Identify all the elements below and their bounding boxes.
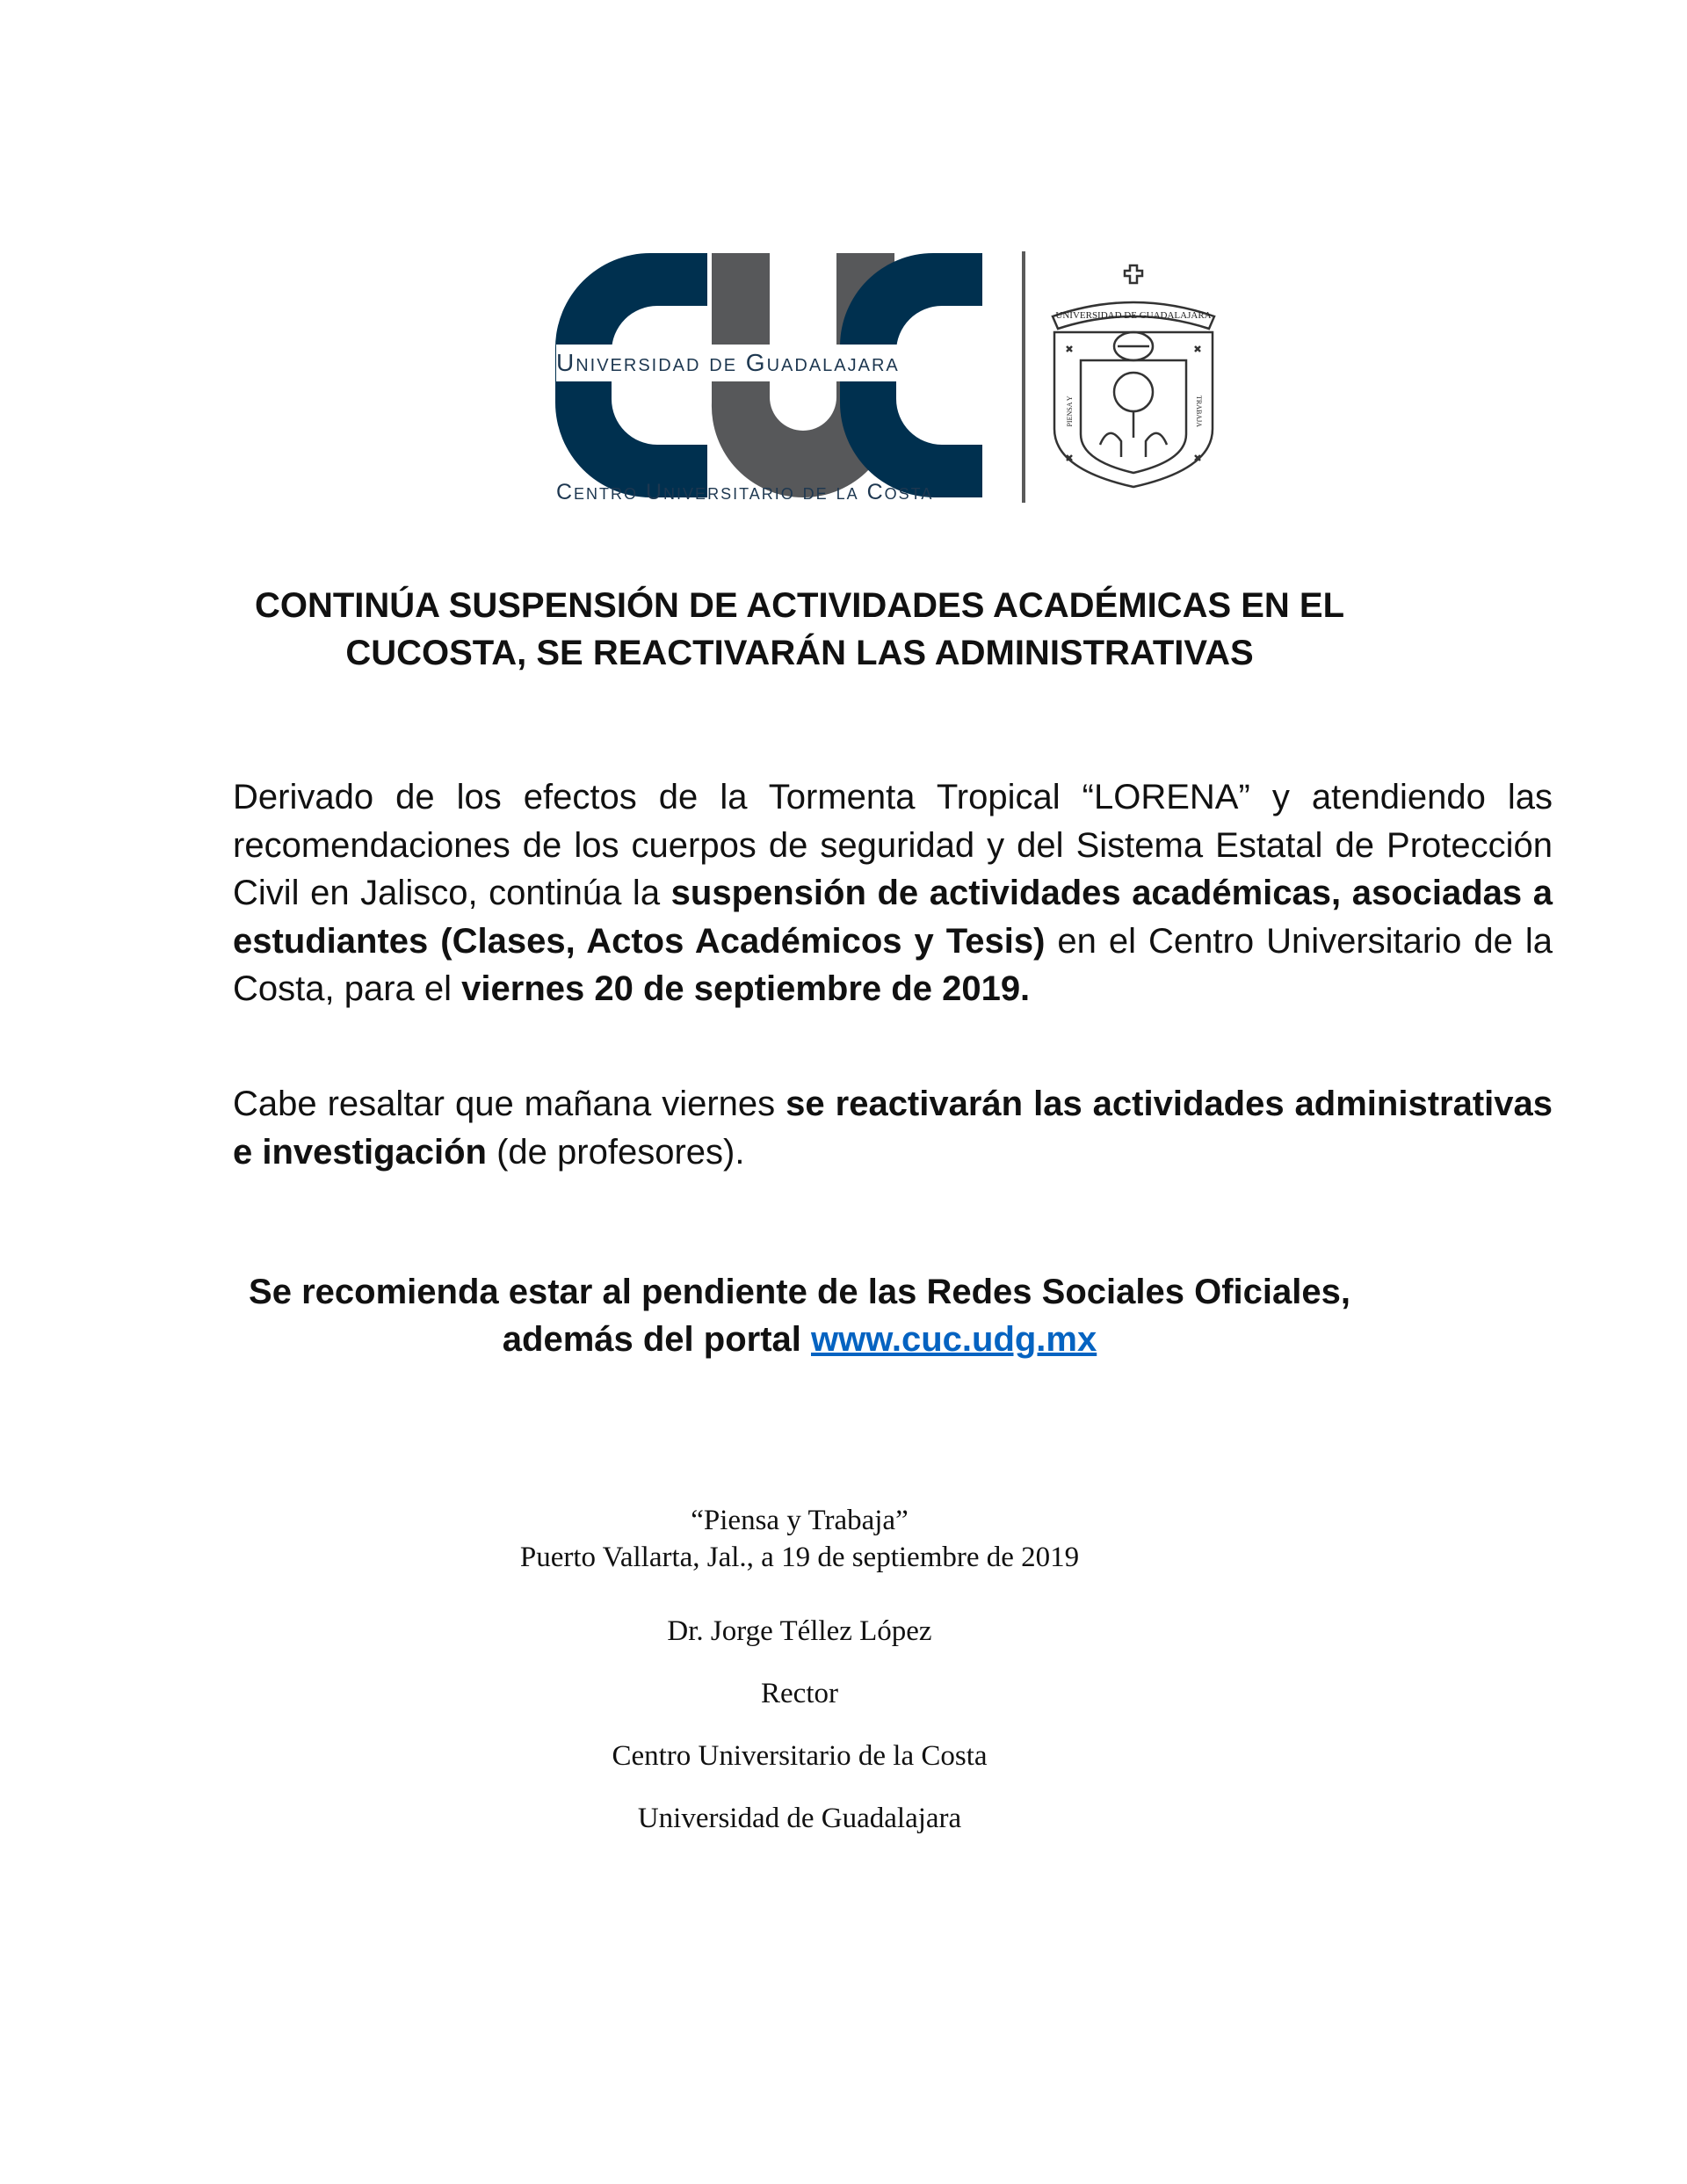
svg-text:PIENSA Y: PIENSA Y	[1066, 395, 1074, 427]
paragraph-2-text-b: (de profesores).	[486, 1132, 745, 1172]
recommendation-line-1: Se recomienda estar al pendiente de las Redes Sociales Oficiales,	[249, 1273, 1350, 1311]
recommendation-prefix: además del portal	[502, 1320, 811, 1359]
logo-divider	[1022, 251, 1025, 503]
svg-text:TRABAJA: TRABAJA	[1195, 395, 1203, 428]
body-paragraph-1	[233, 773, 1553, 1013]
body-paragraph-2	[233, 1080, 1553, 1176]
signatory-university: Universidad de Guadalajara	[637, 1803, 962, 1834]
recommendation	[176, 1268, 1423, 1363]
headline	[176, 582, 1423, 677]
udg-crest-icon	[1046, 262, 1221, 492]
motto: “Piensa y Trabaja”	[691, 1505, 909, 1536]
portal-link[interactable]: www.cuc.udg.mx	[811, 1320, 1097, 1359]
headline-line-1: CONTINÚA SUSPENSIÓN DE ACTIVIDADES ACADÉMICAS EN EL	[254, 586, 1345, 625]
cuc-logo	[554, 246, 1239, 510]
signatory-name: Dr. Jorge Téllez López	[667, 1615, 932, 1647]
paragraph-1-bold-a: suspensión de actividades académicas, asociadas a estudiantes (Clases, Actos Académicos y Tesis)	[233, 874, 1553, 961]
svg-text:UNIVERSIDAD DE GUADALAJARA: UNIVERSIDAD DE GUADALAJARA	[1055, 310, 1212, 321]
place-date: Puerto Vallarta, Jal., a 19 de septiembre de 2019	[519, 1542, 1080, 1573]
recommendation-line-2	[176, 1316, 1423, 1363]
signatory-center: Centro Universitario de la Costa	[612, 1740, 988, 1772]
paragraph-2-text-a: Cabe resaltar que mañana viernes	[233, 1085, 786, 1123]
paragraph-1-text-a: Derivado de los efectos de la Tormenta Tropical “LORENA” y atendiendo las recomendaciones de los cuerpos de seguridad y del Sistema Estatal de Protección Civil en Jalisco, continúa la	[233, 778, 1553, 912]
paragraph-1-bold-b: viernes 20 de septiembre de 2019.	[461, 969, 1031, 1008]
logo-line-university: Universidad de Guadalajara	[556, 345, 981, 381]
logo-line-center: Centro Universitario de la Costa	[556, 480, 934, 504]
headline-line-2: CUCOSTA, SE REACTIVARÁN LAS ADMINISTRATIVAS	[345, 634, 1254, 672]
paragraph-2-bold-a: se reactivarán las actividades administrativas e investigación	[233, 1085, 1553, 1172]
paragraph-1-text-b: en el Centro Universitario de la Costa, para el	[233, 921, 1553, 1008]
signatory-title: Rector	[761, 1678, 838, 1709]
